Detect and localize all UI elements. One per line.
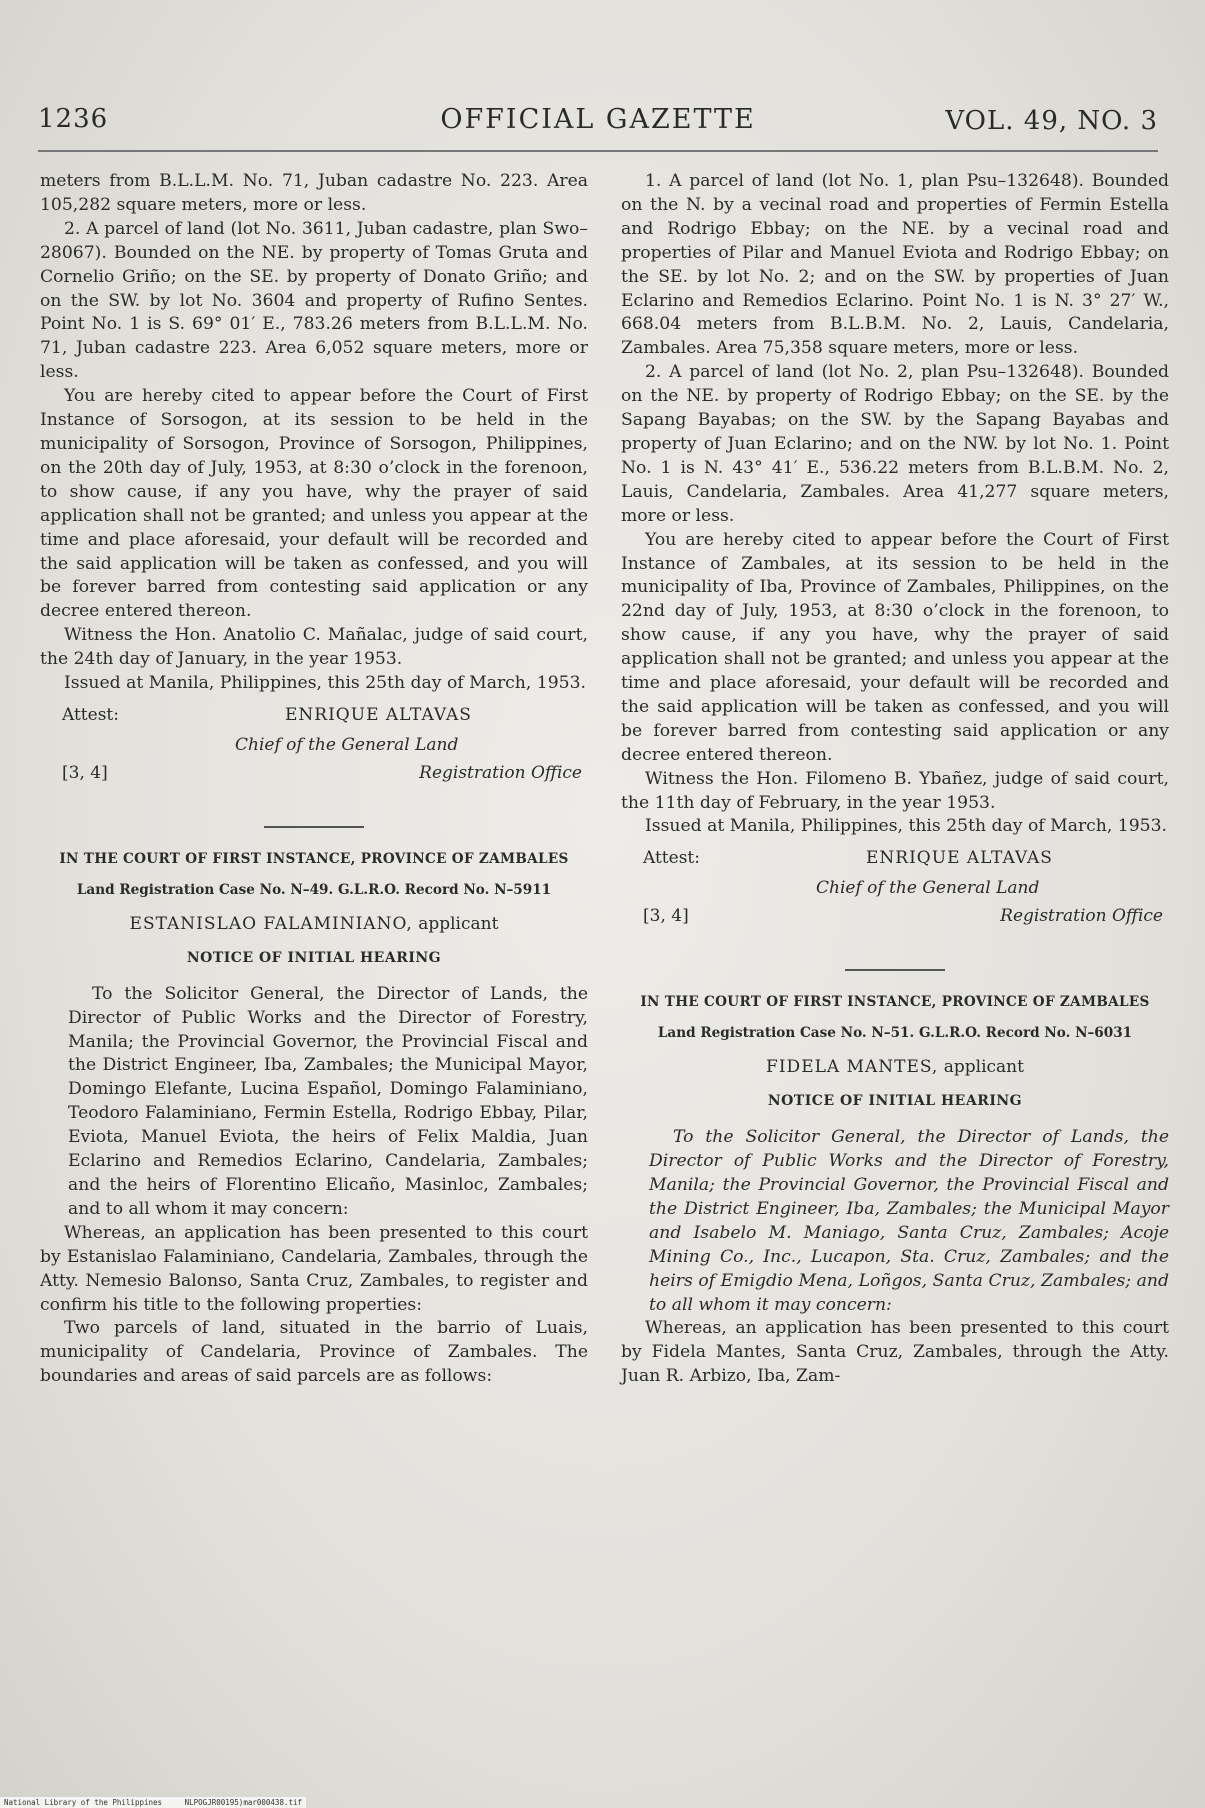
header-rule (38, 150, 1158, 152)
attest-label: Attest: (643, 848, 700, 869)
court-heading: IN THE COURT OF FIRST INSTANCE, PROVINCE OF ZAMBALES (59, 850, 569, 867)
attest-title-line-2: Registration Office (419, 762, 582, 783)
address-paragraph: To the Solicitor General, the Director of Lands, the Director of Public Works and the Director of Forestry, Manila; the Provincial Governor, the Provincial Fiscal and the District Engineer, Iba, Zambales; the Municipal Mayor and Isabelo M. Maniago, Santa Cruz, Zambales; Acoje Mining Co., Inc., Lucapon, Sta. Cruz, Zambales; and the heirs of Emigdio Mena, Loñgos, Santa Cruz, Zambales; and to all whom it may concern: (649, 1127, 1169, 1315)
scan-footer (0, 1797, 306, 1808)
paragraph: You are hereby cited to appear before the Court of First Instance of Zambales, at its session to be held in the municipality of Iba, Province of Zambales, Philippines, on the 22nd day of July, 1953, at 8:30 o’clock in the forenoon, to show cause, if any you have, why the prayer of said application shall not be granted; and unless you appear at the time and place aforesaid, your default will be recorded and the said application will be taken as confessed, and you will be forever barred from contesting said application or any decree entered thereon. (621, 529, 1169, 765)
section-divider (264, 826, 364, 828)
attest-title-line-1: Chief of the General Land (816, 878, 1040, 899)
paragraph: Whereas, an application has been presented to this court by Fidela Mantes, Santa Cruz, Zambales, through the Atty. Juan R. Arbizo, Iba, Zam- (621, 1318, 1169, 1387)
attest-title-line-1: Chief of the General Land (235, 734, 459, 755)
library-credit: National Library of the Philippines (4, 1798, 163, 1807)
attest-block (40, 704, 588, 810)
page-number: 1236 (38, 104, 109, 134)
applicant-name: FIDELA MANTES, (766, 1057, 939, 1078)
issue-reference: [3, 4] (643, 906, 689, 927)
attest-name: ENRIQUE ALTAVAS (866, 848, 1053, 869)
applicant-name: ESTANISLAO FALAMINIANO, (129, 913, 413, 934)
paragraph: 2. A parcel of land (lot No. 2, plan Psu–132648). Bounded on the NE. by property of Rodrigo Ebbay; on the SE. by the Sapang Bayabas; on the SW. by the Sapang Bayabas and property of Juan Eclarino; and on the NW. by lot No. 1. Point No. 1 is N. 43° 41′ E., 536.22 meters from B.L.B.M. No. 2, Lauis, Candelaria, Zambales. Area 41,277 square meters, more or less. (621, 362, 1169, 526)
paragraph: Witness the Hon. Filomeno B. Ybañez, judge of said court, the 11th day of February, in the year 1953. (621, 768, 1169, 813)
paragraph: 2. A parcel of land (lot No. 3611, Juban cadastre, plan Swo–28067). Bounded on the NE. by property of Tomas Gruta and Cornelio Griño; on the SE. by property of Donato Griño; and on the SW. by lot No. 3604 and property of Rufino Sentes. Point No. 1 is S. 69° 01′ E., 783.26 meters from B.L.L.M. No. 71, Juban cadastre 223. Area 6,052 square meters, more or less. (40, 218, 588, 383)
paragraph: meters from B.L.L.M. No. 71, Juban cadastre No. 223. Area 105,282 square meters, more or less. (40, 171, 588, 215)
attest-block (621, 847, 1169, 953)
page-header (38, 104, 1158, 148)
applicant-label: applicant (943, 1057, 1024, 1078)
address-paragraph: To the Solicitor General, the Director of Lands, the Director of Public Works and the Director of Forestry, Manila; the Provincial Governor, the Provincial Fiscal and the District Engineer, Iba, Zambales; the Municipal Mayor, Domingo Elefante, Lucina Español, Domingo Falaminiano, Teodoro Falaminiano, Fermin Estella, Rodrigo Ebbay, Pilar, Eviota, Manuel Eviota, the heirs of Felix Maldia, Juan Eclarino and Remedios Eclarino, Candelaria, Zambales; and the heirs of Florentino Elicaño, Masinloc, Zambales; and to all whom it may concern: (68, 983, 588, 1219)
paragraph: Two parcels of land, situated in the barrio of Luais, municipality of Candelaria, Province of Zambales. The boundaries and areas of said parcels are as follows: (40, 1318, 588, 1387)
file-identifier: NLPOGJR00195)mar000438.tif (184, 1798, 303, 1807)
paragraph: Issued at Manila, Philippines, this 25th day of March, 1953. (645, 816, 1168, 837)
applicant-line (40, 913, 588, 937)
applicant-line (621, 1056, 1169, 1080)
case-line: Land Registration Case No. N–51. G.L.R.O. Record No. N–6031 (657, 1025, 1133, 1042)
attest-name: ENRIQUE ALTAVAS (285, 704, 472, 725)
paragraph: Issued at Manila, Philippines, this 25th day of March, 1953. (64, 673, 587, 694)
attest-label: Attest: (62, 704, 119, 725)
publication-title: OFFICIAL GAZETTE (440, 104, 756, 135)
section-divider (845, 969, 945, 971)
issue-reference: [3, 4] (62, 762, 108, 783)
paragraph: Witness the Hon. Anatolio C. Mañalac, judge of said court, the 24th day of January, in the year 1953. (40, 625, 588, 670)
applicant-label: applicant (418, 913, 499, 934)
right-column (621, 170, 1169, 1389)
paragraph: 1. A parcel of land (lot No. 1, plan Psu–132648). Bounded on the N. by a vecinal road and properties of Fermin Estella and Rodrigo Ebbay; on the NE. by a vecinal road and properties of Pilar and Manuel Eviota and Rodrigo Ebbay; on the SE. by lot No. 2; and on the SW. by properties of Juan Eclarino and Remedios Eclarino. Point No. 1 is N. 3° 27′ W., 668.04 meters from B.L.B.M. No. 2, Lauis, Candelaria, Zambales. Area 75,358 square meters, more or less. (621, 171, 1169, 359)
case-line: Land Registration Case No. N–49. G.L.R.O. Record No. N–5911 (76, 881, 552, 898)
attest-title-line-2: Registration Office (1000, 906, 1163, 927)
left-column (40, 170, 588, 1389)
notice-title: NOTICE OF INITIAL HEARING (186, 949, 442, 966)
notice-title: NOTICE OF INITIAL HEARING (767, 1093, 1023, 1110)
volume-label: VOL. 49, NO. 3 (945, 106, 1158, 136)
court-heading: IN THE COURT OF FIRST INSTANCE, PROVINCE OF ZAMBALES (640, 994, 1150, 1011)
paragraph: Whereas, an application has been presented to this court by Estanislao Falaminiano, Candelaria, Zambales, through the Atty. Nemesio Balonso, Santa Cruz, Zambales, to register and confirm his title to the following properties: (40, 1222, 588, 1315)
paragraph: You are hereby cited to appear before the Court of First Instance of Sorsogon, at its session to be held in the municipality of Sorsogon, Province of Sorsogon, Philippines, on the 20th day of July, 1953, at 8:30 o’clock in the forenoon, to show cause, if any you have, why the prayer of said application shall not be granted; and unless you appear at the time and place aforesaid, your default will be recorded and the said application will be taken as confessed, and you will be forever barred from contesting said application or any decree entered thereon. (40, 386, 588, 622)
